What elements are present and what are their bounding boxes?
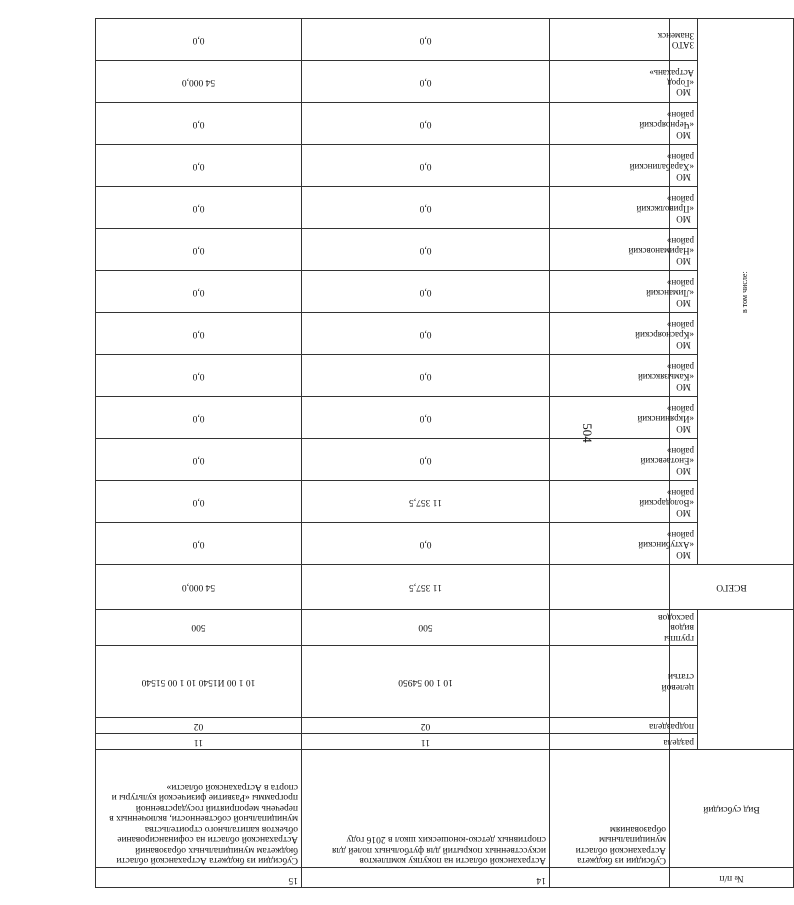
district-label: МО «Лиманский район»	[670, 271, 698, 313]
district-label: МО «Енотаевский район»	[670, 439, 698, 481]
row-value: 0,0	[302, 355, 550, 397]
row-value: 0,0	[96, 19, 302, 61]
row-code: 11	[302, 733, 550, 749]
page-number: 504	[579, 423, 595, 443]
row-value: 0,0	[96, 229, 302, 271]
row-code: 10 1 00 И1540 10 1 00 51540	[96, 645, 302, 717]
header-including: в том числе:	[698, 19, 794, 566]
row-value: 0,0	[302, 19, 550, 61]
pre-row-total	[550, 565, 670, 609]
district-label: МО «Икрянинский район»	[670, 397, 698, 439]
district-label: МО «Наримановский район»	[670, 229, 698, 271]
row-total: 54 000,0	[96, 565, 302, 609]
district-label: МО «Камызякский район»	[670, 355, 698, 397]
pre-row-num	[550, 867, 670, 887]
district-label: МО «Володарский район»	[670, 481, 698, 523]
row-value: 0,0	[96, 397, 302, 439]
district-label: МО «Красноярский район»	[670, 313, 698, 355]
district-label: ЗАТО Знаменск	[670, 19, 698, 61]
row-value: 0,0	[302, 523, 550, 565]
row-value: 0,0	[96, 187, 302, 229]
district-label: МО «Приволжский район»	[670, 187, 698, 229]
pre-row-value	[550, 523, 670, 565]
row-code: 11	[96, 733, 302, 749]
row-value: 0,0	[96, 145, 302, 187]
pre-row-value	[550, 61, 670, 103]
row-code: 10 1 00 54950	[302, 645, 550, 717]
pre-row-value	[550, 19, 670, 61]
row-code: 02	[96, 717, 302, 733]
row-value: 0,0	[302, 397, 550, 439]
pre-row-code	[550, 733, 670, 749]
row-value: 0,0	[302, 103, 550, 145]
row-code: 500	[96, 609, 302, 645]
row-value: 0,0	[96, 355, 302, 397]
row-num: 14	[302, 867, 550, 887]
row-value: 0,0	[302, 145, 550, 187]
row-value: 0,0	[96, 439, 302, 481]
pre-row-value	[550, 145, 670, 187]
subsidy-table	[95, 18, 794, 888]
header-subsidy-type: Вид субсидий	[670, 749, 794, 867]
row-value: 0,0	[96, 313, 302, 355]
district-label: МО «Ахтубинский район»	[670, 523, 698, 565]
district-label: МО «Город Астрахань»	[670, 61, 698, 103]
pre-row-value	[550, 271, 670, 313]
header-section: раздела	[670, 733, 698, 749]
pre-row-value	[550, 439, 670, 481]
row-value: 0,0	[302, 271, 550, 313]
header-target: целевой статьи	[670, 645, 698, 717]
pre-row-value	[550, 103, 670, 145]
row-value: 0,0	[96, 481, 302, 523]
row-name: Субсидии из бюджета Астраханской области бюджетам муниципальных образований Астраханской области на софинансирование объектов капитального строительства муниципальной собственности, включенных в перечень мероприятий государственной программы «Развитие физической культуры и спорта в Астраханской области»	[96, 749, 302, 867]
header-total: ВСЕГО	[670, 565, 794, 609]
row-code: 02	[302, 717, 550, 733]
row-value: 0,0	[96, 523, 302, 565]
row-value: 0,0	[302, 313, 550, 355]
row-num: 15	[96, 867, 302, 887]
row-value: 0,0	[302, 439, 550, 481]
row-value: 0,0	[96, 271, 302, 313]
row-value: 0,0	[302, 187, 550, 229]
row-value: 0,0	[302, 229, 550, 271]
pre-row-value	[550, 397, 670, 439]
pre-row-value	[550, 313, 670, 355]
pre-row-value	[550, 355, 670, 397]
pre-row-value	[550, 187, 670, 229]
pre-row-code	[550, 609, 670, 645]
pre-row-code	[550, 717, 670, 733]
pre-row-code	[550, 645, 670, 717]
row-value: 0,0	[302, 61, 550, 103]
row-total: 11 357,5	[302, 565, 550, 609]
row-value: 11 357,5	[302, 481, 550, 523]
row-value: 0,0	[96, 103, 302, 145]
district-label: МО «Харабалинский район»	[670, 145, 698, 187]
row-code: 500	[302, 609, 550, 645]
pre-row-value	[550, 481, 670, 523]
header-blank	[698, 609, 794, 749]
pre-row-value	[550, 229, 670, 271]
row-name: Астраханской области на покупку комплектов искусственных покрытий для футбольных полей для спортивных детско-юношеских школ в 2016 году	[302, 749, 550, 867]
pre-row-name: Субсидии из бюджета Астраханской области муниципальным образованиям	[550, 749, 670, 867]
header-expense-group: группы видов расходов	[670, 609, 698, 645]
header-num: № п/п	[670, 867, 794, 887]
row-value: 54 000,0	[96, 61, 302, 103]
district-label: МО «Черноярский район»	[670, 103, 698, 145]
header-subsection: подраздела	[670, 717, 698, 733]
